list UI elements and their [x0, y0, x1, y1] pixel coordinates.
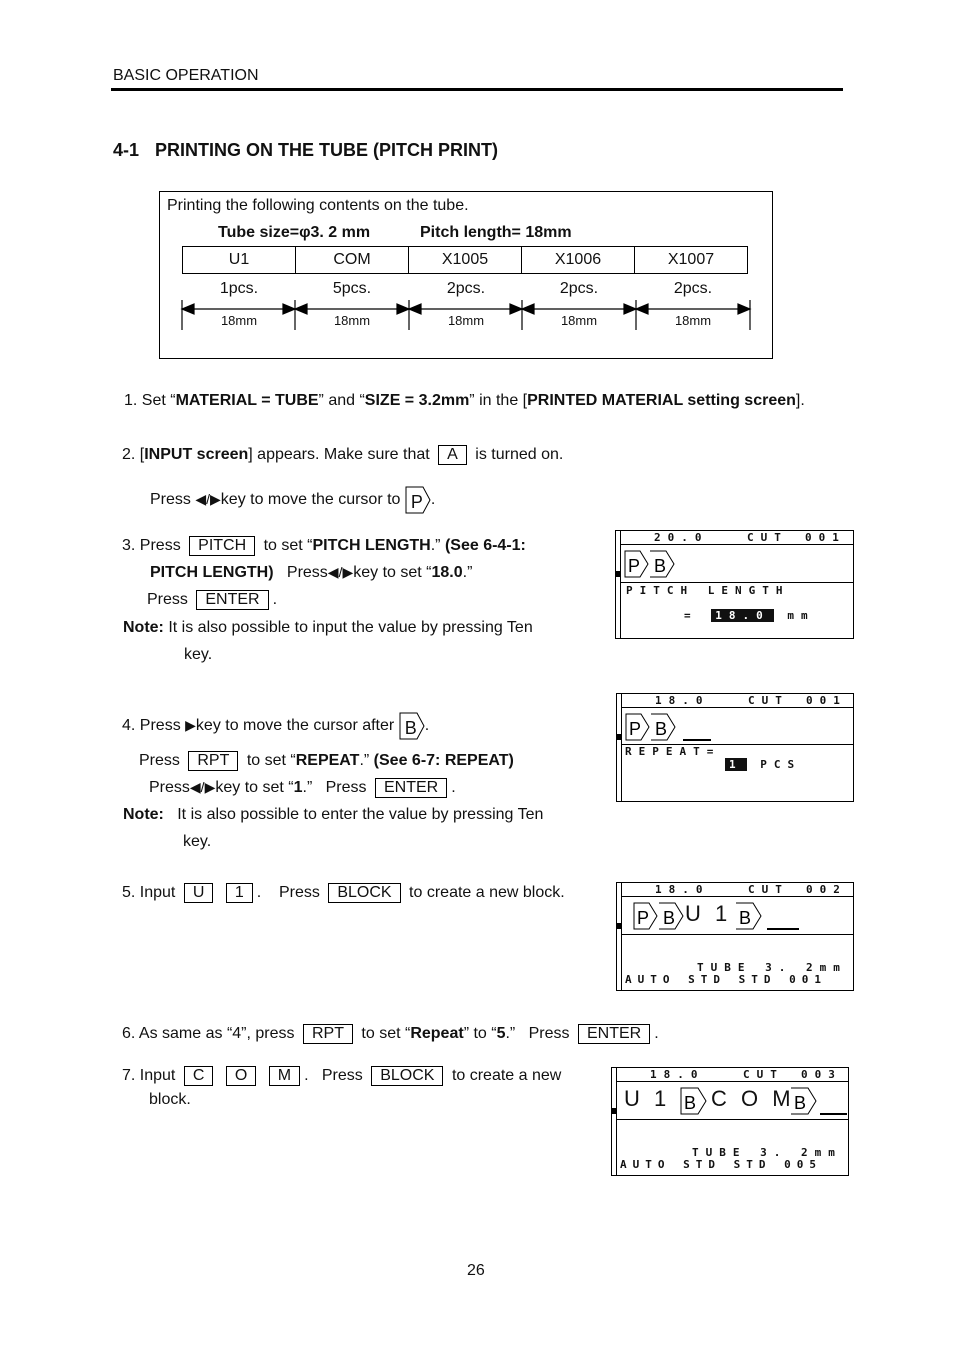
lcd-status: AUTO STD STD 005 — [620, 1158, 822, 1171]
block-count: 5pcs. — [332, 280, 372, 297]
svg-text:B: B — [794, 1093, 807, 1113]
text: 2. [ — [122, 446, 145, 463]
step-4-line2 — [139, 747, 514, 774]
block-cell: X1007 — [635, 247, 748, 274]
text: SIZE = 3.2mm — [364, 392, 470, 409]
text: ” in the [ — [469, 392, 528, 409]
key-m: M — [269, 1066, 300, 1086]
text: 5. Input — [122, 884, 176, 901]
text: PITCH LENGTH) — [150, 564, 274, 581]
key-a: A — [438, 445, 467, 465]
lcd-divider — [616, 1081, 848, 1082]
left-right-arrow-icon: ◀/▶ — [195, 491, 221, 508]
key-pitch: PITCH — [189, 536, 255, 556]
text: to set “ — [263, 537, 313, 554]
text: .” — [505, 1025, 516, 1042]
text: B — [404, 718, 417, 738]
text: key to set “ — [215, 779, 294, 796]
text: Press — [325, 779, 367, 796]
lcd-unit: mm — [787, 609, 815, 622]
lcd-cut-number: 001 — [805, 531, 846, 544]
lcd-cut-number: 003 — [801, 1068, 842, 1081]
text: to create a new block. — [409, 884, 565, 901]
step-3-line3 — [147, 586, 277, 613]
block-length: 18mm — [333, 313, 371, 328]
lcd-label: REPEAT= — [625, 745, 721, 758]
svg-text:B: B — [655, 719, 668, 739]
text: ” to “ — [463, 1025, 497, 1042]
tube-size-label: Tube size=φ3. 2 mm — [218, 224, 371, 241]
svg-text:B: B — [663, 908, 676, 928]
section-number: 4-1 — [113, 140, 140, 160]
text: Repeat — [410, 1025, 464, 1042]
text: Press — [147, 591, 188, 608]
block-cell: U1 — [183, 247, 296, 274]
page-number: 26 — [467, 1262, 485, 1279]
text: .” — [462, 564, 473, 581]
key-block: BLOCK — [328, 883, 400, 903]
text: Press — [286, 564, 328, 581]
lcd-cut-label: CUT — [748, 694, 789, 707]
svg-text:B: B — [739, 908, 752, 928]
key-rpt: RPT — [188, 751, 238, 771]
block-count: 2pcs. — [559, 280, 599, 297]
lcd-value: 18.0 — [711, 609, 774, 622]
text: . — [654, 1025, 659, 1042]
step-7 — [122, 1062, 561, 1089]
step-3-note-end: key. — [184, 646, 213, 663]
cursor-pb-icon — [624, 550, 682, 578]
text: .” — [430, 537, 441, 554]
cursor-b-icon — [680, 1087, 710, 1115]
lcd-top-value: 20.0 — [654, 531, 709, 544]
block-count: 1pcs. — [219, 280, 259, 297]
text: P — [410, 492, 423, 512]
text: 5 — [496, 1025, 506, 1042]
text: Press — [149, 779, 190, 796]
lcd-value-line: = 18.0 mm — [684, 609, 815, 622]
key-c: C — [184, 1066, 214, 1086]
text: 1 — [293, 779, 303, 796]
step-3 — [122, 532, 577, 559]
text: Note: — [123, 806, 164, 823]
lcd-material: TUBE 3. 2mm — [692, 1146, 842, 1159]
lcd-divider — [616, 1068, 617, 1175]
svg-text:P: P — [629, 719, 642, 739]
key-o: O — [226, 1066, 256, 1086]
text: Note: — [123, 619, 164, 636]
key-block: BLOCK — [371, 1066, 443, 1086]
text: Press — [150, 491, 191, 509]
cursor-b-icon — [790, 1087, 848, 1117]
text: ] appears. Make sure that — [248, 446, 430, 463]
text: 4. Press — [122, 717, 181, 735]
step-2 — [122, 441, 563, 468]
block-length: 18mm — [447, 313, 485, 328]
step-4-line3 — [149, 774, 456, 801]
text: . — [256, 884, 262, 901]
text: to set “ — [246, 752, 296, 769]
text: ” and “ — [318, 392, 365, 409]
lcd-cut-number: 001 — [806, 694, 847, 707]
lcd-cut-label: CUT — [747, 531, 788, 544]
text: It is also possible to enter the value by pressing Ten — [177, 806, 544, 823]
lcd-divider — [621, 883, 622, 990]
text: to create a new — [451, 1067, 562, 1084]
block-cell: X1005 — [409, 247, 522, 274]
text: PRINTED MATERIAL setting screen — [527, 392, 796, 409]
lcd-block-text: U 1 — [685, 901, 732, 926]
step-1 — [124, 387, 805, 414]
lcd-screen-block — [616, 882, 854, 991]
pitch-length-label: Pitch length= 18mm — [420, 224, 572, 241]
text: 18.0 — [431, 564, 463, 581]
block-cell: COM — [296, 247, 409, 274]
text: key to set “ — [353, 564, 432, 581]
text: It is also possible to input the value by pressing Ten — [168, 619, 533, 636]
block-length: 18mm — [674, 313, 712, 328]
key-u: U — [184, 883, 214, 903]
block-count: 2pcs. — [446, 280, 486, 297]
lcd-divider — [620, 531, 621, 638]
svg-text:B: B — [684, 1093, 697, 1113]
text: key to move the cursor to — [220, 491, 401, 509]
lcd-value-line — [725, 758, 801, 771]
lcd-divider — [621, 694, 622, 801]
left-right-arrow-icon: ◀/▶ — [327, 564, 354, 580]
cursor-b-icon — [735, 902, 805, 932]
right-arrow-icon: ▶ — [185, 717, 196, 734]
lcd-screen-repeat — [616, 693, 854, 802]
text: INPUT screen — [144, 446, 249, 463]
lcd-marker — [612, 1108, 616, 1114]
lcd-block-text: U 1 — [624, 1086, 671, 1111]
lcd-material: TUBE 3. 2mm — [697, 961, 847, 974]
lcd-unit: PCS — [760, 758, 802, 771]
text: Press — [528, 1025, 570, 1042]
text: .” — [302, 779, 313, 796]
block-cell: X1006 — [522, 247, 635, 274]
text: key to move the cursor after — [195, 717, 395, 735]
key-rpt: RPT — [303, 1024, 353, 1044]
lcd-top-value: 18.0 — [655, 694, 710, 707]
block-count: 2pcs. — [673, 280, 713, 297]
text: (See 6-7: REPEAT) — [373, 752, 514, 769]
step-7-line2: block. — [149, 1091, 191, 1108]
lcd-label: PITCH LENGTH — [626, 584, 790, 597]
key-enter: ENTER — [578, 1024, 650, 1044]
lcd-cut-number: 002 — [806, 883, 847, 896]
lcd-divider — [621, 707, 853, 708]
text: is turned on. — [475, 446, 564, 463]
lcd-screen-pitch — [615, 530, 854, 639]
lcd-top-value: 18.0 — [650, 1068, 705, 1081]
lcd-cut-label: CUT — [748, 883, 789, 896]
svg-text:P: P — [628, 556, 641, 576]
text: Press — [278, 884, 320, 901]
text: Press — [321, 1067, 363, 1084]
text: .” — [359, 752, 370, 769]
example-intro: Printing the following contents on the tube. — [167, 197, 469, 214]
lcd-value: 1 — [725, 758, 747, 771]
text: ]. — [795, 392, 805, 409]
step-3-note — [123, 614, 575, 641]
cursor-pb-icon — [633, 902, 691, 930]
text: REPEAT — [295, 752, 360, 769]
block-length: 18mm — [560, 313, 598, 328]
text: Press — [139, 752, 180, 769]
cursor-pb-icon — [625, 713, 715, 745]
text: MATERIAL = TUBE — [175, 392, 319, 409]
text: to set “ — [361, 1025, 411, 1042]
key-enter: ENTER — [375, 778, 447, 798]
text: . — [451, 779, 456, 796]
lcd-marker — [617, 734, 621, 740]
header-rule — [111, 88, 843, 91]
lcd-screen-com — [611, 1067, 849, 1176]
lcd-cut-label: CUT — [743, 1068, 784, 1081]
step-4-note-end: key. — [183, 833, 212, 850]
step-4-note — [123, 801, 575, 828]
step-2-line2: Press ◀/▶key to move the cursor to P . — [150, 486, 435, 514]
section-heading — [113, 140, 498, 161]
text: . — [304, 1067, 309, 1084]
section-title: PRINTING ON THE TUBE (PITCH PRINT) — [155, 140, 499, 160]
lcd-divider — [621, 934, 853, 935]
lcd-status: AUTO STD STD 001 — [625, 973, 827, 986]
text: 6. As same as “4”, press — [122, 1025, 295, 1042]
lcd-divider — [616, 1119, 848, 1120]
block-length: 18mm — [220, 313, 258, 328]
text: 1. Set “ — [124, 392, 176, 409]
cursor-b-icon — [399, 712, 425, 740]
left-right-arrow-icon: ◀/▶ — [189, 779, 216, 795]
lcd-marker — [617, 923, 621, 929]
text: (See 6-4-1: — [444, 537, 526, 554]
cursor-p-icon — [405, 486, 431, 514]
lcd-divider — [621, 896, 853, 897]
svg-text:P: P — [637, 908, 650, 928]
step-5 — [122, 879, 565, 906]
key-enter: ENTER — [196, 590, 268, 610]
lcd-marker — [616, 571, 620, 577]
key-1: 1 — [226, 883, 253, 903]
text: 3. Press — [122, 537, 181, 554]
lcd-block-text: C O M — [711, 1086, 795, 1111]
step-3-line2 — [150, 559, 472, 586]
text: PITCH LENGTH — [312, 537, 431, 554]
text: 7. Input — [122, 1067, 176, 1084]
lcd-top-value: 18.0 — [655, 883, 710, 896]
lcd-divider — [620, 582, 853, 583]
text: . — [272, 591, 278, 608]
step-4: 4. Press ▶key to move the cursor after B . — [122, 712, 429, 740]
block-table — [182, 246, 748, 274]
example-box — [159, 191, 773, 359]
running-header: BASIC OPERATION — [113, 67, 259, 84]
step-6 — [122, 1020, 659, 1047]
svg-text:B: B — [654, 556, 667, 576]
lcd-divider — [620, 544, 853, 545]
